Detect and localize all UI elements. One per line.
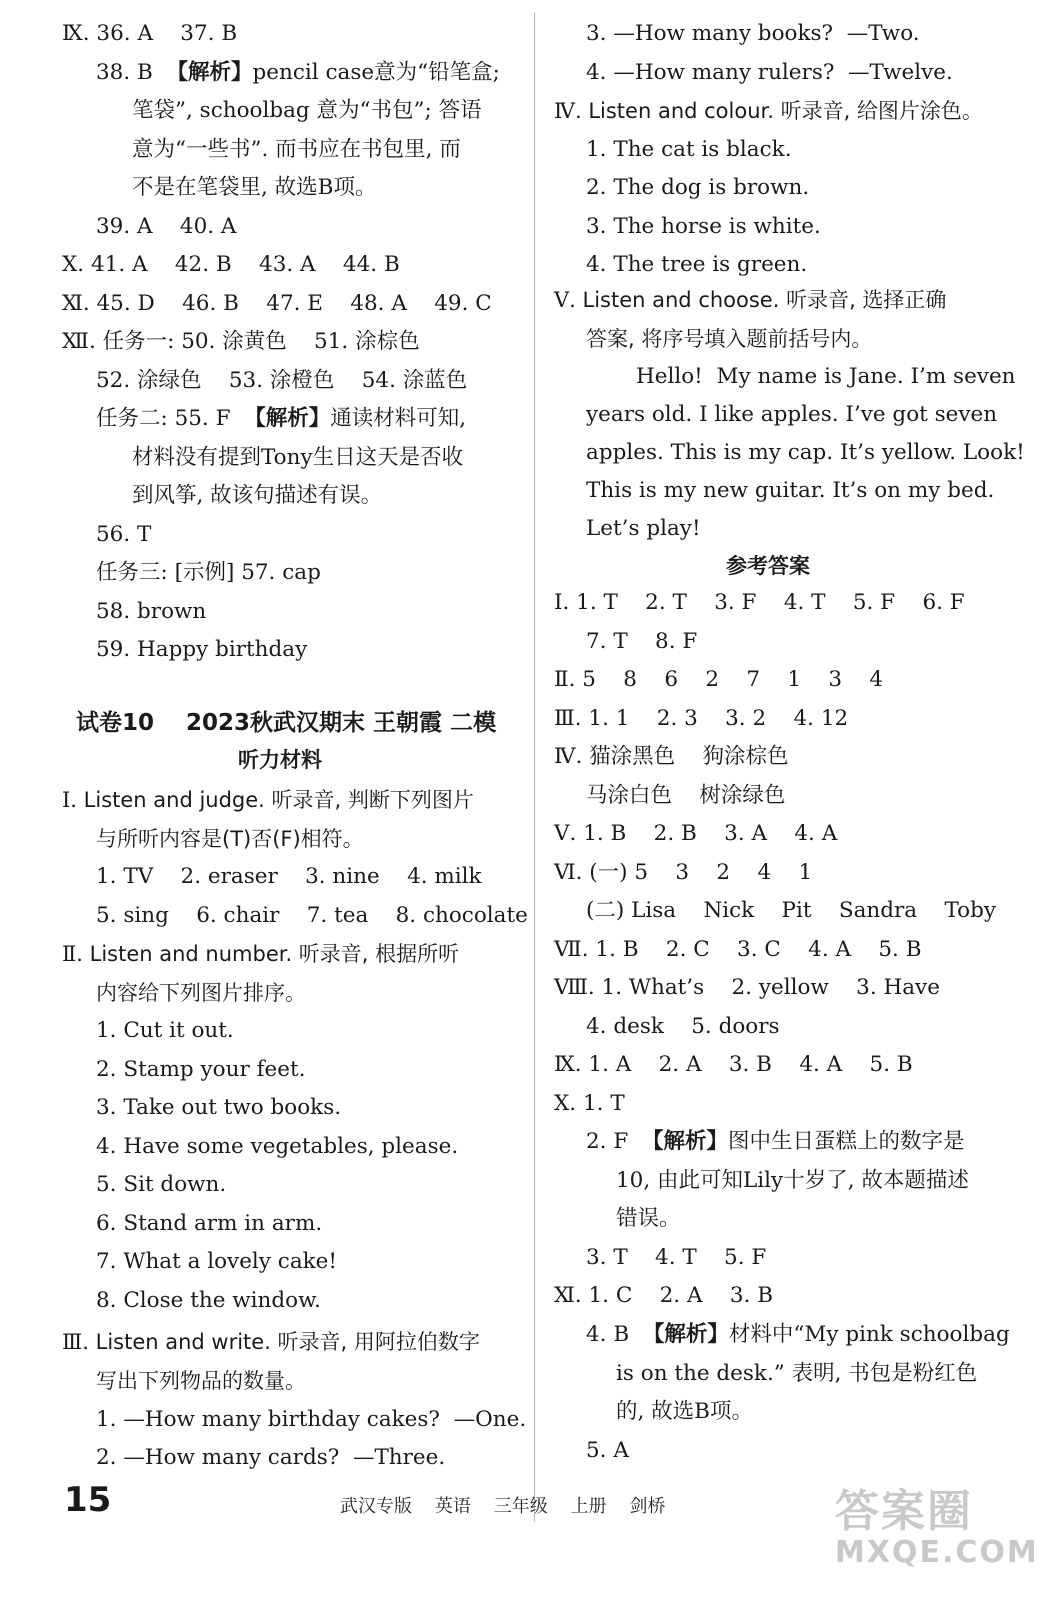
section-heading: 写出下列物品的数量。 xyxy=(96,1369,306,1393)
passage-line: Hello! My name is Jane. I’m seven xyxy=(636,364,1016,389)
passage-line: apples. This is my cap. It’s yellow. Look! xyxy=(586,440,1025,465)
passage-line: This is my new guitar. It’s on my bed. xyxy=(586,478,995,503)
listening-item: 2. —How many cards? —Three. xyxy=(96,1445,446,1470)
explanation-line: 到风筝, 故该句描述有误。 xyxy=(132,483,383,508)
listening-item: 2. Stamp your feet. xyxy=(96,1057,306,1082)
answer-line: 56. T xyxy=(96,522,152,547)
listening-item: 1. The cat is black. xyxy=(586,137,792,162)
listening-item: 3. Take out two books. xyxy=(96,1095,342,1120)
answer-line: 7. T 8. F xyxy=(586,629,698,654)
answer-line: Ⅺ. 1. C 2. A 3. B xyxy=(554,1283,773,1308)
listening-item: 5. sing 6. chair 7. tea 8. chocolate xyxy=(96,903,528,928)
section-heading: 答案, 将序号填入题前括号内。 xyxy=(586,327,873,351)
watermark-cn: 答案圈 xyxy=(835,1486,973,1537)
answer-line: 4. desk 5. doors xyxy=(586,1014,780,1039)
answer-line: Ⅴ. 1. B 2. B 3. A 4. A xyxy=(554,821,838,846)
answer-line: 38. B 【解析】pencil case意为“铅笔盒; xyxy=(96,60,500,85)
analysis-tag: 【解析】 xyxy=(641,1129,728,1154)
section-heading: Ⅲ. Listen and write. 听录音, 用阿拉伯数字 xyxy=(62,1330,480,1354)
page-number: 15 xyxy=(64,1480,112,1520)
analysis-tag: 【解析】 xyxy=(642,1322,729,1347)
listening-item: 4. The tree is green. xyxy=(586,252,808,277)
answer-line: 4. B 【解析】材料中“My pink schoolbag xyxy=(586,1322,1010,1347)
analysis-tag: 【解析】 xyxy=(166,60,253,85)
column-divider xyxy=(534,12,535,1522)
listening-item: 3. —How many books? —Two. xyxy=(586,21,920,46)
listening-item: 4. Have some vegetables, please. xyxy=(96,1134,459,1159)
section-heading: 内容给下列图片排序。 xyxy=(96,981,306,1005)
listening-item: 8. Close the window. xyxy=(96,1288,321,1313)
listening-item: 2. The dog is brown. xyxy=(586,175,810,200)
explanation-line: 10, 由此可知Lily十岁了, 故本题描述 xyxy=(616,1168,969,1193)
section-subtitle: 听力材料 xyxy=(238,748,322,772)
answer-line: Ⅹ. 1. T xyxy=(554,1091,625,1116)
answer-line: 5. A xyxy=(586,1438,629,1463)
listening-item: 5. Sit down. xyxy=(96,1172,227,1197)
listening-item: 4. —How many rulers? —Twelve. xyxy=(586,60,953,85)
passage-line: years old. I like apples. I’ve got seven xyxy=(586,402,998,427)
explanation-line: 意为“一些书”. 而书应在书包里, 而 xyxy=(132,137,461,162)
answers-title: 参考答案 xyxy=(726,554,810,578)
answer-line: Ⅵ. (一) 5 3 2 4 1 xyxy=(554,860,813,885)
answer-line: 59. Happy birthday xyxy=(96,637,308,662)
answer-line: 52. 涂绿色 53. 涂橙色 54. 涂蓝色 xyxy=(96,368,468,393)
answer-line: Ⅹ. 41. A 42. B 43. A 44. B xyxy=(62,252,400,277)
explanation-line: 材料没有提到Tony生日这天是否收 xyxy=(132,445,464,470)
answer-line: Ⅸ. 1. A 2. A 3. B 4. A 5. B xyxy=(554,1052,913,1077)
answer-line: Ⅲ. 1. 1 2. 3 3. 2 4. 12 xyxy=(554,706,849,731)
explanation-line: 笔袋”, schoolbag 意为“书包”; 答语 xyxy=(132,98,482,123)
watermark xyxy=(835,1475,1039,1585)
listening-item: 3. The horse is white. xyxy=(586,214,821,239)
answer-line: Ⅸ. 36. A 37. B xyxy=(62,21,238,46)
section-heading: Ⅴ. Listen and choose. 听录音, 选择正确 xyxy=(554,288,947,312)
answer-line: 39. A 40. A xyxy=(96,214,237,239)
footer-text: 武汉专版 英语 三年级 上册 剑桥 xyxy=(340,1496,666,1517)
explanation-line: 错误。 xyxy=(616,1206,681,1231)
answer-line: Ⅻ. 任务一: 50. 涂黄色 51. 涂棕色 xyxy=(62,329,420,354)
answer-line: Ⅱ. 5 8 6 2 7 1 3 4 xyxy=(554,667,884,692)
listening-item: 1. Cut it out. xyxy=(96,1018,234,1043)
watermark-en: MXQE.COM xyxy=(835,1535,1039,1570)
answer-line: 马涂白色 树涂绿色 xyxy=(586,783,786,808)
explanation-line: is on the desk.” 表明, 书包是粉红色 xyxy=(616,1361,978,1386)
section-heading: 与所听内容是(T)否(F)相符。 xyxy=(96,827,364,851)
section-heading: Ⅱ. Listen and number. 听录音, 根据所听 xyxy=(62,942,460,966)
answer-line: Ⅺ. 45. D 46. B 47. E 48. A 49. C xyxy=(62,291,492,316)
listening-item: 6. Stand arm in arm. xyxy=(96,1211,323,1236)
explanation-line: 不是在笔袋里, 故选B项。 xyxy=(132,175,377,200)
exam-title: 试卷10 2023秋武汉期末 王朝霞 二模 xyxy=(76,710,497,736)
answer-line: 任务三: [示例] 57. cap xyxy=(96,560,321,585)
explanation-line: 的, 故选B项。 xyxy=(616,1399,753,1424)
section-heading: Ⅰ. Listen and judge. 听录音, 判断下列图片 xyxy=(62,788,474,812)
answer-line: 任务二: 55. F 【解析】通读材料可知, xyxy=(96,406,467,431)
answer-line: Ⅶ. 1. B 2. C 3. C 4. A 5. B xyxy=(554,937,922,962)
passage-line: Let’s play! xyxy=(586,516,701,541)
answer-line: 2. F 【解析】图中生日蛋糕上的数字是 xyxy=(586,1129,965,1154)
listening-item: 1. TV 2. eraser 3. nine 4. milk xyxy=(96,864,482,889)
answer-line: Ⅳ. 猫涂黑色 狗涂棕色 xyxy=(554,744,789,769)
answer-line: 3. T 4. T 5. F xyxy=(586,1245,767,1270)
answer-line: Ⅷ. 1. What’s 2. yellow 3. Have xyxy=(554,975,940,1000)
section-heading: Ⅳ. Listen and colour. 听录音, 给图片涂色。 xyxy=(554,99,983,123)
answer-line: 58. brown xyxy=(96,599,207,624)
listening-item: 1. —How many birthday cakes? —One. xyxy=(96,1407,527,1432)
answer-line: Ⅰ. 1. T 2. T 3. F 4. T 5. F 6. F xyxy=(554,590,965,615)
answer-line: (二) Lisa Nick Pit Sandra Toby xyxy=(586,898,996,923)
analysis-tag: 【解析】 xyxy=(244,406,331,431)
listening-item: 7. What a lovely cake! xyxy=(96,1249,338,1274)
